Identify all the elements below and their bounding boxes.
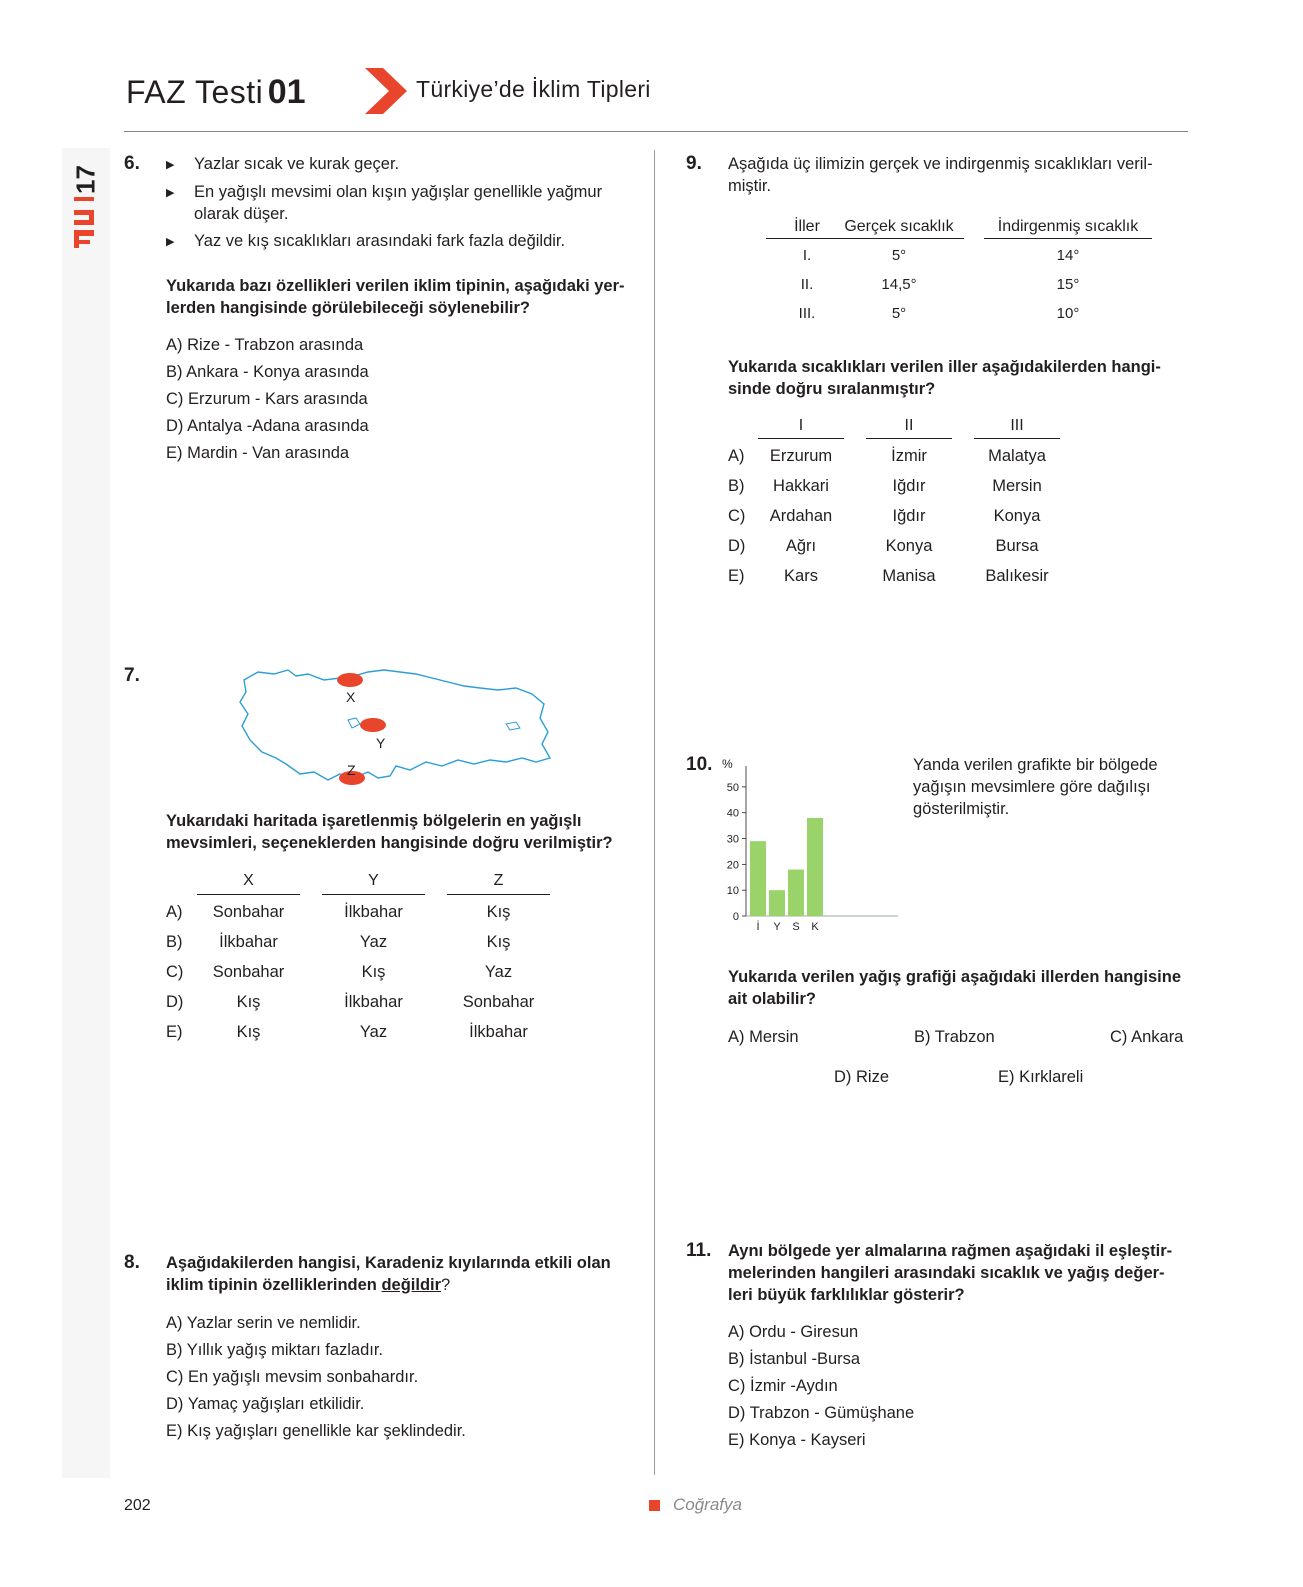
q8-stem-2-pre: iklim tipinin özelliklerinden <box>166 1276 382 1294</box>
table-header-underline <box>984 238 1152 239</box>
q6-bullet-2: En yağışlı mevsimi olan kışın yağışlar genellikle yağmur <box>194 183 603 201</box>
option-letter: A) <box>166 903 183 921</box>
q6-bullet-3: Yaz ve kış sıcaklıkları arasındaki fark fazla değildir. <box>194 232 566 250</box>
q6-stem-2: lerden hangisinde görülebileceği söylenebilir? <box>166 299 530 317</box>
table-header-underline <box>974 438 1060 439</box>
q7-number: 7. <box>124 665 140 686</box>
table-cell: Erzurum <box>769 447 833 465</box>
q10-option-c[interactable]: C) Ankara <box>1110 1028 1184 1046</box>
region-y-marker <box>360 718 386 732</box>
table-cell: Yaz <box>359 1023 388 1041</box>
y-tick-label: 0 <box>732 911 739 923</box>
table-cell: Sonbahar <box>462 993 535 1011</box>
option-letter: B) <box>166 933 183 951</box>
q9-opt-header-2: II <box>904 417 914 434</box>
map-label-z: Z <box>347 762 356 778</box>
q9-number: 9. <box>686 153 702 174</box>
q9-opt-header-3: III <box>1010 417 1024 434</box>
precipitation-bar-chart <box>720 756 916 952</box>
table-cell: Hakkari <box>773 477 829 495</box>
y-tick-label: 10 <box>726 885 739 898</box>
bar-K <box>807 818 823 916</box>
q10-side-2: yağışın mevsimlere göre dağılışı <box>913 778 1151 796</box>
table-cell: Yaz <box>484 963 513 981</box>
q10-number: 10. <box>686 754 713 775</box>
table-header-underline <box>866 438 952 439</box>
q6-option-a[interactable]: A) Rize - Trabzon arasında <box>166 336 364 354</box>
q8-option-e[interactable]: E) Kış yağışları genellikle kar şeklindedir. <box>166 1422 466 1440</box>
q8-option-d[interactable]: D) Yamaç yağışları etkilidir. <box>166 1395 365 1413</box>
y-axis-label: % <box>722 757 733 771</box>
q7-header-underline <box>447 894 550 895</box>
q6-option-c[interactable]: C) Erzurum - Kars arasında <box>166 390 368 408</box>
option-letter: C) <box>166 963 184 981</box>
bullet-icon: ▶ <box>166 159 175 171</box>
page-number: 202 <box>124 1497 151 1514</box>
table-cell: Sonbahar <box>212 903 285 921</box>
page-subtitle: Türkiye’de İklim Tipleri <box>416 76 651 102</box>
x-tick-label: S <box>792 921 800 933</box>
table-cell: İlkbahar <box>219 933 278 951</box>
bar-S <box>788 870 804 916</box>
q7-header-z: Z <box>493 872 504 889</box>
table-cell: 15° <box>1056 276 1080 293</box>
bar-İ <box>750 841 766 916</box>
table-cell: Kış <box>236 993 261 1011</box>
q8-stem-2 <box>166 1274 450 1296</box>
table-cell: I. <box>802 247 812 264</box>
table-cell: Iğdır <box>892 507 926 525</box>
q11-option-b[interactable]: B) İstanbul -Bursa <box>728 1350 861 1368</box>
option-letter: E) <box>166 1023 183 1041</box>
q9-stem-2: sinde doğru sıralanmıştır? <box>728 380 936 398</box>
q7-header-underline <box>322 894 425 895</box>
q6-bullet-1: Yazlar sıcak ve kurak geçer. <box>194 155 400 173</box>
map-label-y: Y <box>376 735 386 751</box>
q6-option-d[interactable]: D) Antalya -Adana arasında <box>166 417 369 435</box>
q7-header-x: X <box>243 872 254 889</box>
q10-option-a[interactable]: A) Mersin <box>728 1028 799 1046</box>
q6-bullet-2-cont: olarak düşer. <box>194 205 289 223</box>
page-title <box>126 73 306 112</box>
x-tick-label: İ <box>756 921 760 933</box>
q10-stem-2: ait olabilir? <box>728 990 817 1008</box>
option-letter: D) <box>166 993 184 1011</box>
q8-stem-1: Aşağıdakilerden hangisi, Karadeniz kıyılarında etkili olan <box>166 1254 611 1272</box>
q11-number: 11. <box>686 1240 712 1261</box>
table-cell: Balıkesir <box>985 567 1049 585</box>
square-icon <box>649 1500 660 1511</box>
table-cell: Ağrı <box>785 537 817 555</box>
table-cell: Kış <box>361 963 386 981</box>
table-cell: Konya <box>885 537 933 555</box>
table-cell: 14° <box>1056 247 1080 264</box>
table-cell: 5° <box>891 305 907 322</box>
q9-intro-2: miştir. <box>728 177 772 195</box>
q7-stem-1: Yukarıdaki haritada işaretlenmiş bölgelerin en yağışlı <box>166 812 582 830</box>
q8-option-c[interactable]: C) En yağışlı mevsim sonbahardır. <box>166 1368 419 1386</box>
table-cell: İlkbahar <box>344 903 403 921</box>
q8-option-a[interactable]: A) Yazlar serin ve nemlidir. <box>166 1314 361 1332</box>
bar-Y <box>769 890 785 916</box>
table-cell: Kış <box>486 933 511 951</box>
q8-option-b[interactable]: B) Yıllık yağış miktarı fazladır. <box>166 1341 384 1359</box>
q8-stem-2-post: ? <box>441 1276 451 1294</box>
q9-table-header-indirgenmis: İndirgenmiş sıcaklık <box>997 218 1139 235</box>
y-tick-label: 50 <box>726 781 739 794</box>
q10-option-d[interactable]: D) Rize <box>834 1068 890 1086</box>
q7-header-y: Y <box>368 872 379 889</box>
table-header-underline <box>834 238 964 239</box>
q7-header-underline <box>197 894 300 895</box>
column-divider <box>654 150 655 1475</box>
q6-option-e[interactable]: E) Mardin - Van arasında <box>166 444 350 462</box>
q11-option-d[interactable]: D) Trabzon - Gümüşhane <box>728 1404 915 1422</box>
q7-stem-2: mevsimleri, seçeneklerden hangisinde doğru verilmiştir? <box>166 834 613 852</box>
y-tick-label: 20 <box>726 859 739 872</box>
q9-stem-1: Yukarıda sıcaklıkları verilen iller aşağıdakilerden hangi- <box>728 358 1161 376</box>
table-cell: II. <box>800 276 814 293</box>
subject-label: Coğrafya <box>673 1495 742 1514</box>
q11-option-a[interactable]: A) Ordu - Giresun <box>728 1323 859 1341</box>
title-number: 01 <box>267 73 306 111</box>
table-cell: Sonbahar <box>212 963 285 981</box>
side-strip <box>62 148 110 1478</box>
option-letter: B) <box>728 477 745 495</box>
table-cell: İlkbahar <box>469 1023 528 1041</box>
q11-stem-1: Aynı bölgede yer almalarına rağmen aşağıdaki il eşleştir- <box>728 1242 1173 1260</box>
table-cell: 10° <box>1056 305 1080 322</box>
table-cell: Bursa <box>995 537 1039 555</box>
q10-option-b[interactable]: B) Trabzon <box>914 1028 995 1046</box>
table-cell: Kış <box>486 903 511 921</box>
q11-stem-3: leri büyük farklılıklar gösterir? <box>728 1286 965 1304</box>
q9-intro-1: Aşağıda üç ilimizin gerçek ve indirgenmiş sıcaklıkları veril- <box>728 155 1153 173</box>
chevron-right-icon <box>365 68 407 114</box>
turkey-map <box>236 662 564 797</box>
q10-side-3: gösterilmiştir. <box>913 800 1010 818</box>
q6-stem-1: Yukarıda bazı özellikleri verilen iklim tipinin, aşağıdaki yer- <box>166 277 625 295</box>
region-x-marker <box>337 673 363 687</box>
table-cell: İzmir <box>891 447 927 465</box>
side-tab <box>68 150 104 250</box>
header-rule <box>124 131 1188 132</box>
q8-number: 8. <box>124 1252 140 1273</box>
q10-side-1: Yanda verilen grafikte bir bölgede <box>913 756 1158 774</box>
y-tick-label: 30 <box>726 833 739 846</box>
q11-option-c[interactable]: C) İzmir -Aydın <box>728 1377 838 1395</box>
table-cell: Manisa <box>882 567 936 585</box>
table-cell: Yaz <box>359 933 388 951</box>
x-tick-label: Y <box>773 921 781 933</box>
q8-stem-underlined: değildir <box>381 1276 442 1294</box>
table-cell: Ardahan <box>769 507 833 525</box>
option-letter: E) <box>728 567 745 585</box>
q10-option-e[interactable]: E) Kırklareli <box>998 1068 1084 1086</box>
table-cell: Konya <box>993 507 1041 525</box>
table-cell: 5° <box>891 247 907 264</box>
q11-option-e[interactable]: E) Konya - Kayseri <box>728 1431 866 1449</box>
q6-option-b[interactable]: B) Ankara - Konya arasında <box>166 363 369 381</box>
q9-opt-header-1: I <box>798 417 804 434</box>
option-letter: A) <box>728 447 745 465</box>
q9-table-header-gercek: Gerçek sıcaklık <box>844 218 954 235</box>
side-number: 17 <box>70 165 101 194</box>
title-prefix: FAZ Testi <box>126 74 264 110</box>
table-header-underline <box>758 438 844 439</box>
bullet-icon: ▶ <box>166 236 175 248</box>
table-cell: 14,5° <box>881 276 917 293</box>
y-tick-label: 40 <box>726 807 739 820</box>
table-cell: Iğdır <box>892 477 926 495</box>
q10-stem-1: Yukarıda verilen yağış grafiği aşağıdaki illerden hangisine <box>728 968 1182 986</box>
q9-table-header-iller: İller <box>794 218 820 235</box>
option-letter: C) <box>728 507 746 525</box>
q6-number: 6. <box>124 153 140 174</box>
table-cell: Malatya <box>988 447 1046 465</box>
table-cell: Mersin <box>992 477 1042 495</box>
table-cell: Kış <box>236 1023 261 1041</box>
map-label-x: X <box>346 689 356 705</box>
x-tick-label: K <box>811 921 819 933</box>
option-letter: D) <box>728 537 746 555</box>
table-cell: III. <box>798 305 816 322</box>
table-cell: İlkbahar <box>344 993 403 1011</box>
q11-stem-2: melerinden hangileri arasındaki sıcaklık ve yağış değer- <box>728 1264 1165 1282</box>
bullet-icon: ▶ <box>166 187 175 199</box>
table-cell: Kars <box>784 567 818 585</box>
